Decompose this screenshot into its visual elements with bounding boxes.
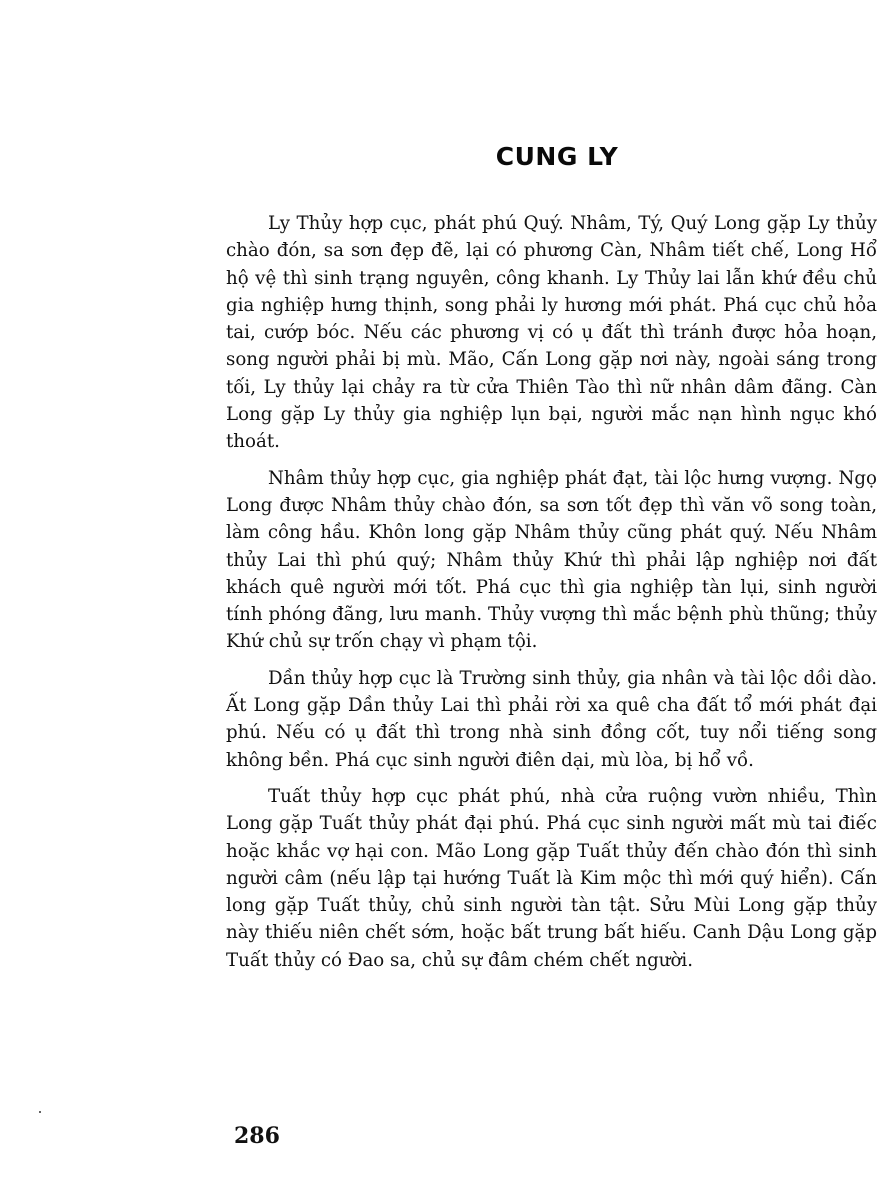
paragraph-ly-thuy: Ly Thủy hợp cục, phát phú Quý. Nhâm, Tý, Quý Long gặp Ly thủy chào đón, sa sơn đẹp đẽ, lại có phương Càn, Nhâm tiết chế, Long Hổ hộ vệ thì sinh trạng nguyên, công khanh. Ly Thủy lai lẫn khứ đều chủ gia nghiệp hưng thịnh, song phải ly hương mới phát. Phá cục chủ hỏa tai, cướp bóc. Nếu các phương vị có ụ đất thì tránh được hỏa hoạn, song người phải bị mù. Mão, Cấn Long gặp nơi này, ngoài sáng trong tối, Ly thủy lại chảy ra từ cửa Thiên Tào thì nữ nhân dâm đãng. Càn Long gặp Ly thủy gia nghiệp lụn bại, người mắc nạn hình ngục khó thoát.: [226, 213, 877, 453]
body-text: [226, 210, 877, 984]
paragraph-tuat-thuy: Tuất thủy hợp cục phát phú, nhà cửa ruộng vườn nhiều, Thìn Long gặp Tuất thủy phát đại phú. Phá cục sinh người mất mù tai điếc hoặc khắc vợ hại con. Mão Long gặp Tuất thủy đến chào đón thì sinh người câm (nếu lập tại hướng Tuất là Kim mộc thì mới quý hiển). Cấn long gặp Tuất thủy, chủ sinh người tàn tật. Sửu Mùi Long gặp thủy này thiếu niên chết sớm, hoặc bất trung bất hiếu. Canh Dậu Long gặp Tuất thủy có Đao sa, chủ sự đâm chém chết người.: [226, 785, 877, 971]
page-number: 286: [234, 1123, 280, 1149]
chapter-title: CUNG LY: [495, 142, 619, 171]
scan-speck: [39, 1111, 41, 1113]
paragraph-dan-thuy: Dần thủy hợp cục là Trường sinh thủy, gia nhân và tài lộc dồi dào. Ất Long gặp Dần thủy Lai thì phải rời xa quê cha đất tổ mới phát đại phú. Nếu có ụ đất thì trong nhà sinh đồng cốt, tuy nổi tiếng song không bền. Phá cục sinh người điên dại, mù lòa, bị hổ vồ.: [226, 667, 877, 771]
paragraph-nham-thuy: Nhâm thủy hợp cục, gia nghiệp phát đạt, tài lộc hưng vượng. Ngọ Long được Nhâm thủy chào đón, sa sơn tốt đẹp thì văn võ song toàn, làm công hầu. Khôn long gặp Nhâm thủy cũng phát quý. Nếu Nhâm thủy Lai thì phú quý; Nhâm thủy Khứ thì phải lập nghiệp nơi đất khách quê người mới tốt. Phá cục thì gia nghiệp tàn lụi, sinh người tính phóng đãng, lưu manh. Thủy vượng thì mắc bệnh phù thũng; thủy Khứ chủ sự trốn chạy vì phạm tội.: [226, 467, 877, 653]
